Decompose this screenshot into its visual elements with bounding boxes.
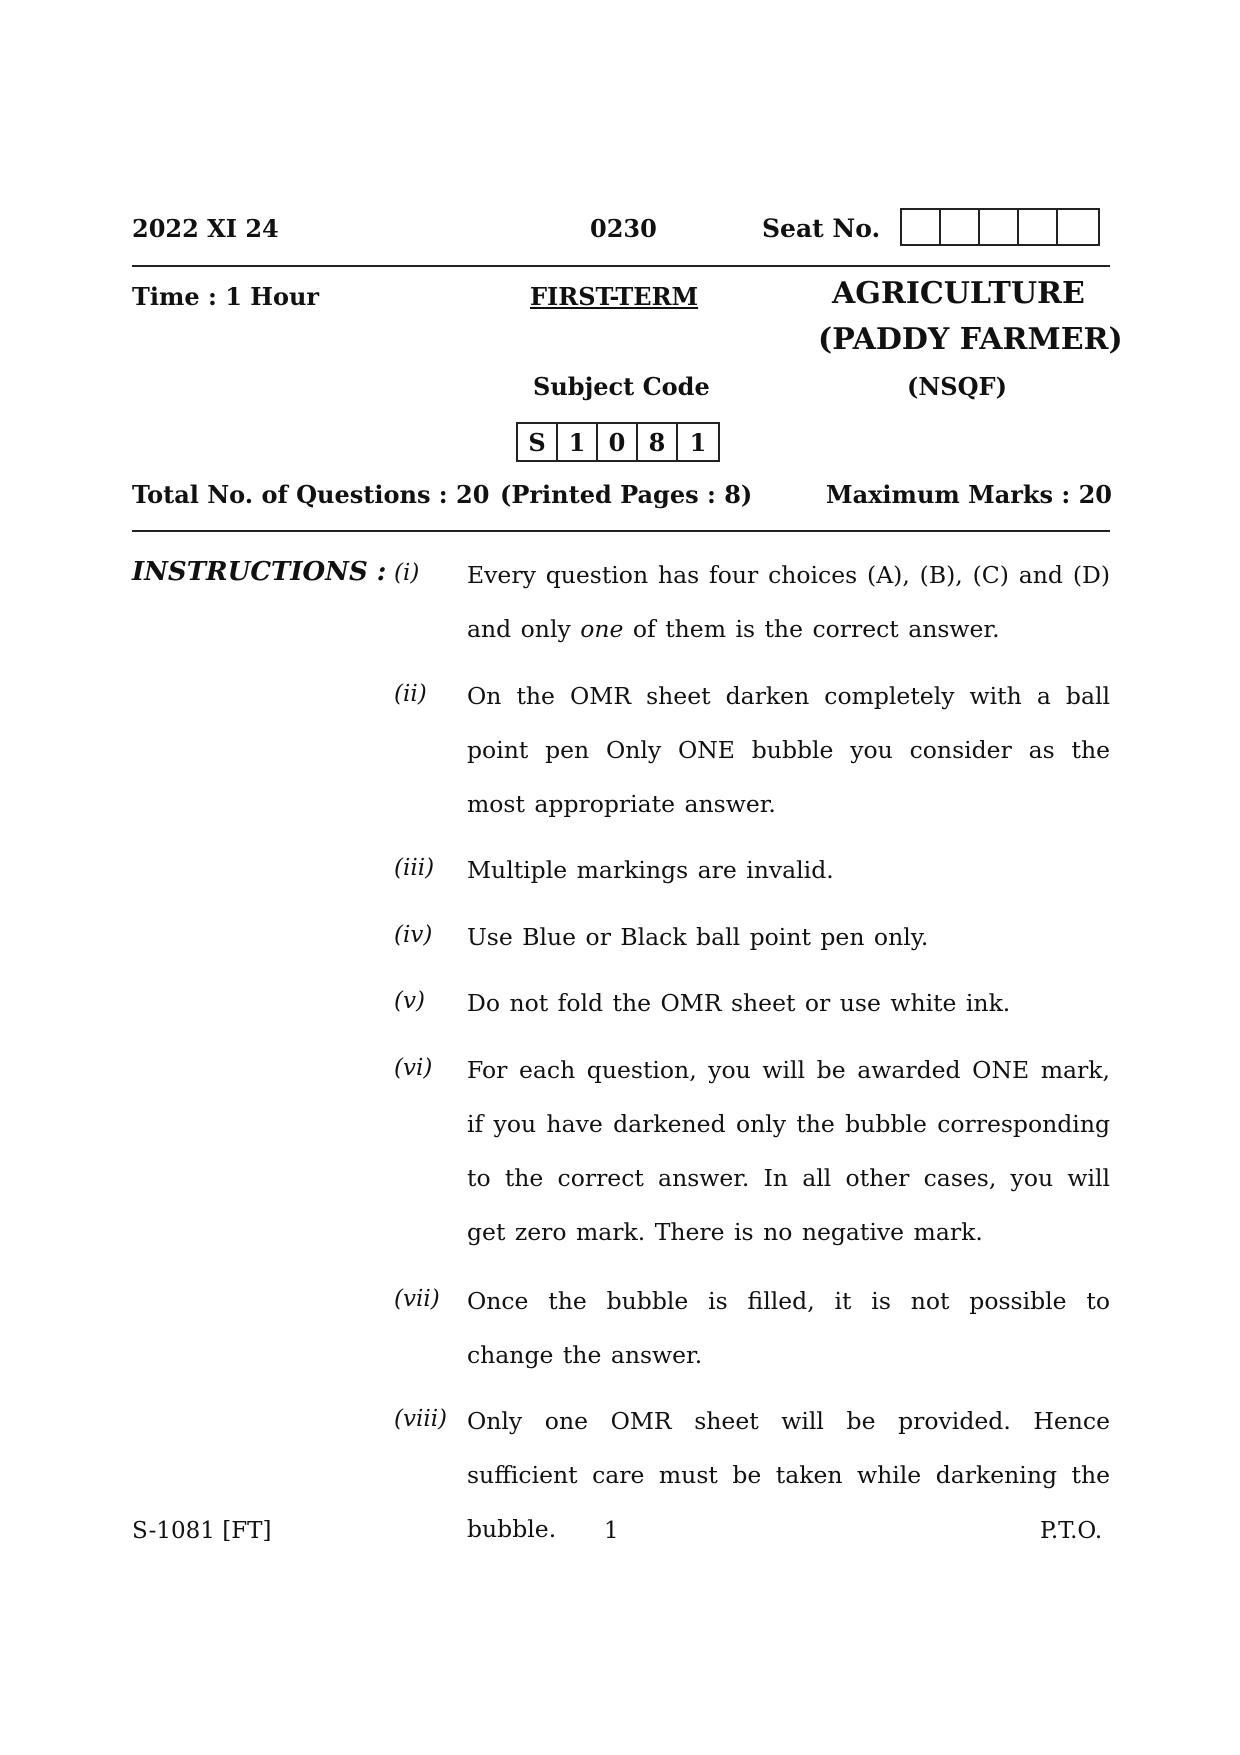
subject-title-line2: (PADDY FARMER) [818,322,1123,357]
instruction-text: Once the bubble is filled, it is not possible to change the answer. [467,1287,1110,1369]
instruction-number: (iv) [394,922,433,948]
seat-number-box[interactable] [1058,210,1098,244]
instruction-text: For each question, you will be awarded ONE mark, if you have darkened only the bubble corresponding to the correct answer. In all other cases, you will get zero mark. There is no negative mark. [467,1056,1110,1246]
instruction-text: Multiple markings are invalid. [467,856,834,884]
instructions-heading: INSTRUCTIONS : [132,557,387,587]
total-questions: Total No. of Questions : 20 [132,480,490,509]
subject-code-boxes [516,422,720,462]
exam-code: 2022 XI 24 [132,214,279,243]
instruction-number: (vi) [394,1055,433,1081]
paper-code: 0230 [590,214,657,243]
exam-time: Time : 1 Hour [132,282,320,311]
subject-code-label: Subject Code [533,372,710,401]
printed-pages: (Printed Pages : 8) [500,480,753,509]
instruction-number: (ii) [394,681,427,707]
subject-code-char: 1 [558,424,598,460]
subject-code-char: S [518,424,558,460]
instruction-number: (i) [394,560,420,586]
please-turn-over: P.T.O. [1040,1518,1103,1544]
instruction-text: Only one OMR sheet will be provided. Hence sufficient care must be taken while darkening the bubble. [467,1407,1110,1543]
seat-number-box[interactable] [941,210,980,244]
nsqf-label: (NSQF) [907,372,1007,401]
seat-number-box[interactable] [1019,210,1058,244]
term-label: FIRST-TERM [530,282,699,311]
instruction-number: (iii) [394,855,435,881]
page-number: 1 [604,1518,619,1544]
subject-code-char: 1 [689,427,707,457]
instruction-text: Every question has four choices (A), (B), (C) and (D) and only one of them is the correct answer. [467,561,1110,643]
instruction-text: Do not fold the OMR sheet or use white ink. [467,989,1011,1017]
instruction-text: On the OMR sheet darken completely with a ball point pen Only ONE bubble you consider as the most appropriate answer. [467,682,1110,818]
maximum-marks: Maximum Marks : 20 [826,480,1113,509]
subject-code-char: 0 [598,424,638,460]
instruction-text: Use Blue or Black ball point pen only. [467,923,929,951]
footer-paper-id: S-1081 [FT] [132,1518,272,1544]
subject-title-line1: AGRICULTURE [832,276,1085,311]
seat-number-label: Seat No. [762,214,881,243]
instruction-number: (viii) [394,1406,448,1432]
seat-number-boxes[interactable] [900,208,1100,246]
header-rule-top [132,265,1110,267]
header-rule-bottom [132,530,1110,532]
instruction-number: (v) [394,988,425,1014]
instruction-number: (vii) [394,1286,440,1312]
subject-code-char: 8 [638,424,678,460]
seat-number-box[interactable] [980,210,1019,244]
seat-number-box[interactable] [902,210,941,244]
